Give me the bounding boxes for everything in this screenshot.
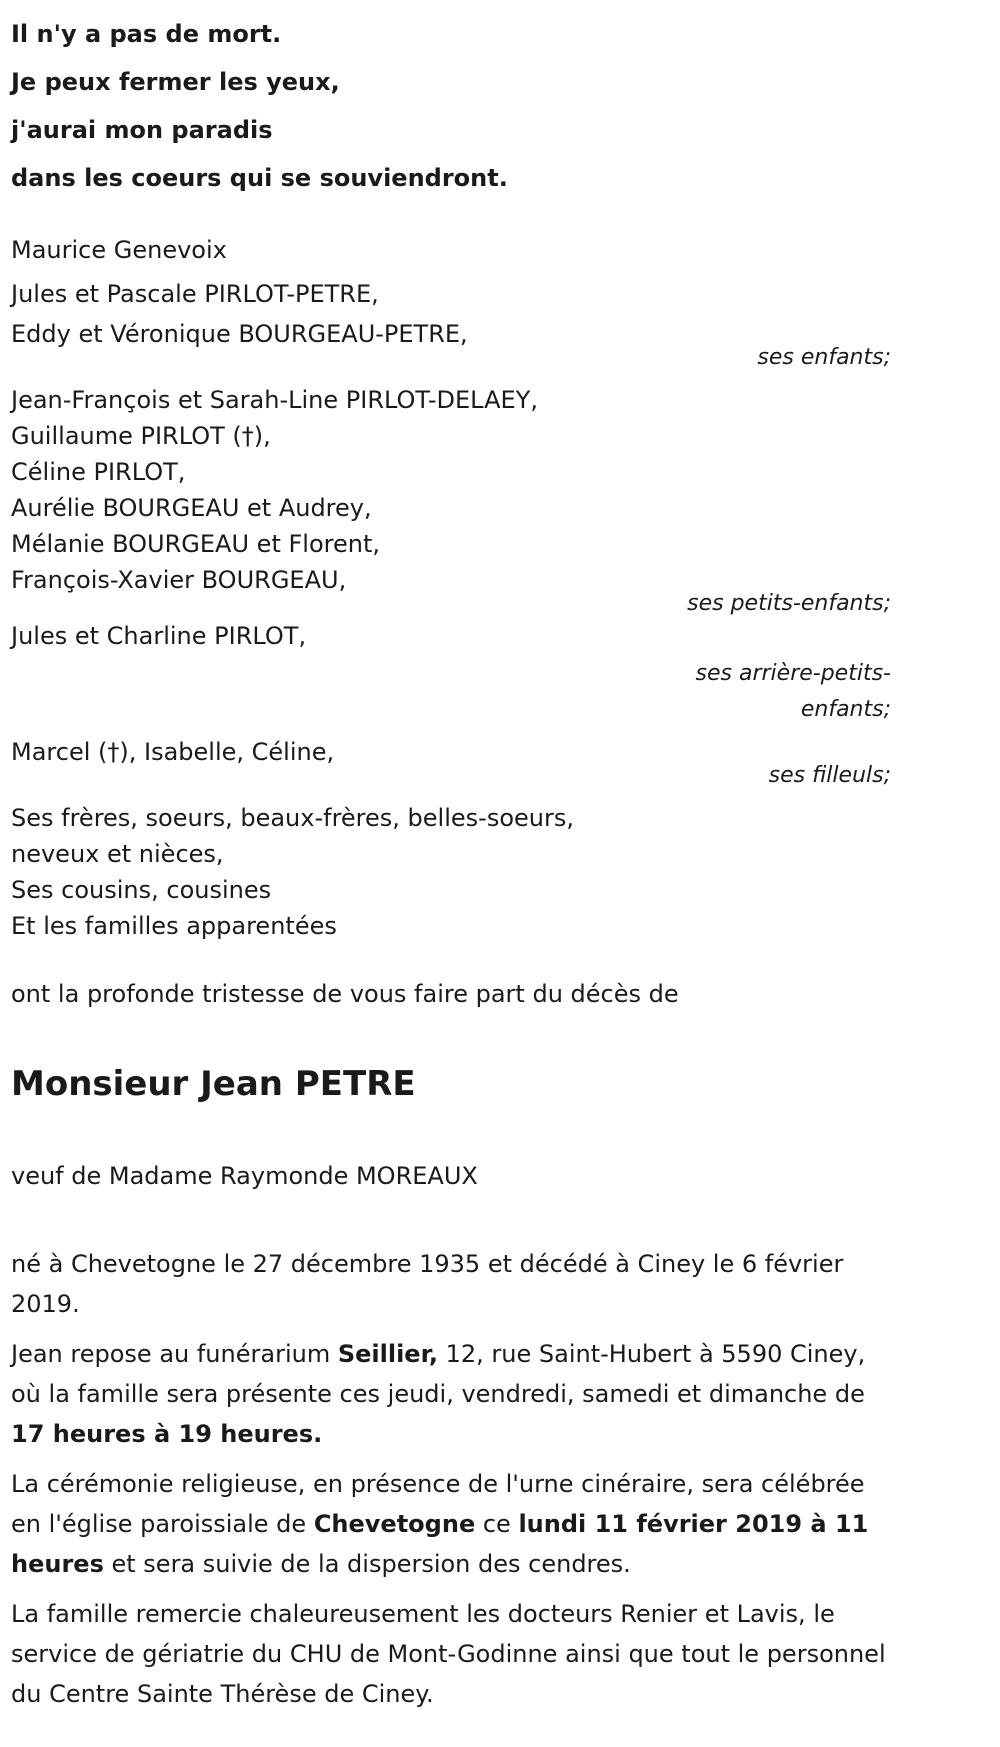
great-grandchildren-role: enfants; [800,697,891,722]
thanks-paragraph: La famille remercie chaleureusement les docteurs Renier et Lavis, le service de gériatrie du CHU de Mont-Godinne ainsi que tout le personnel du Centre Sainte Thérèse de Ciney. [11,1600,886,1708]
ceremony-place: Chevetogne [313,1510,476,1538]
family-name: Jules et Pascale PIRLOT-PETRE, [11,280,379,308]
ceremony-text: ce [475,1510,519,1538]
repose-text: Jean repose au funérarium [11,1340,338,1368]
poem-author: Maurice Genevoix [11,236,227,264]
visiting-hours: 17 heures à 19 heures. [11,1420,323,1448]
family-line: Ses frères, soeurs, beaux-frères, belles-soeurs, [11,804,574,832]
family-name: Guillaume PIRLOT (†), [11,422,271,450]
extended-family [11,800,911,944]
poem-line: Je peux fermer les yeux, [11,68,340,96]
poem-line: dans les coeurs qui se souviendront. [11,164,508,192]
family-name: Aurélie BOURGEAU et Audrey, [11,494,372,522]
announcement-intro: ont la profonde tristesse de vous faire part du décès de [11,980,679,1008]
great-grandchildren-group [11,616,911,728]
great-grandchildren-role: ses arrière-petits- [695,661,891,686]
repose-text: 12, rue Saint-Hubert à 5590 Ciney, où la famille sera présente ces jeudi, vendredi, samedi et dimanche de [11,1340,866,1408]
family-line: Et les familles apparentées [11,912,337,940]
ceremony-text: La cérémonie religieuse, en présence de l'urne cinéraire, sera célébrée en l'église paroissiale de [11,1470,865,1538]
family-name: Eddy et Véronique BOURGEAU-PETRE, [11,320,468,348]
children-role: ses enfants; [757,345,891,370]
repose-paragraph [11,1334,891,1454]
family-name: Mélanie BOURGEAU et Florent, [11,530,380,558]
godchildren-group [11,732,911,796]
widow-line: veuf de Madame Raymonde MOREAUX [11,1162,478,1190]
family-name: Jules et Charline PIRLOT, [11,622,307,650]
grandchildren-group [11,382,911,624]
grandchildren-role: ses petits-enfants; [687,591,891,616]
children-group [11,274,911,378]
deceased-name: Monsieur Jean PETRE [11,1064,416,1104]
ceremony-date: lundi 11 février 2019 à 11 heures [11,1510,869,1578]
godchildren-role: ses filleuls; [768,763,891,788]
poem-line: Il n'y a pas de mort. [11,20,282,48]
funeral-home-name: Seillier, [337,1340,438,1368]
ceremony-text: et sera suivie de la dispersion des cendres. [103,1550,631,1578]
poem [11,10,911,202]
poem-line: j'aurai mon paradis [11,116,273,144]
family-name: Marcel (†), Isabelle, Céline, [11,738,335,766]
birth-death-paragraph: né à Chevetogne le 27 décembre 1935 et décédé à Ciney le 6 février 2019. [11,1250,844,1318]
family-line: neveux et nièces, [11,840,224,868]
family-name: Céline PIRLOT, [11,458,186,486]
ceremony-paragraph [11,1464,891,1584]
family-line: Ses cousins, cousines [11,876,272,904]
family-name: Jean-François et Sarah-Line PIRLOT-DELAEY, [11,386,538,414]
family-name: François-Xavier BOURGEAU, [11,566,347,594]
